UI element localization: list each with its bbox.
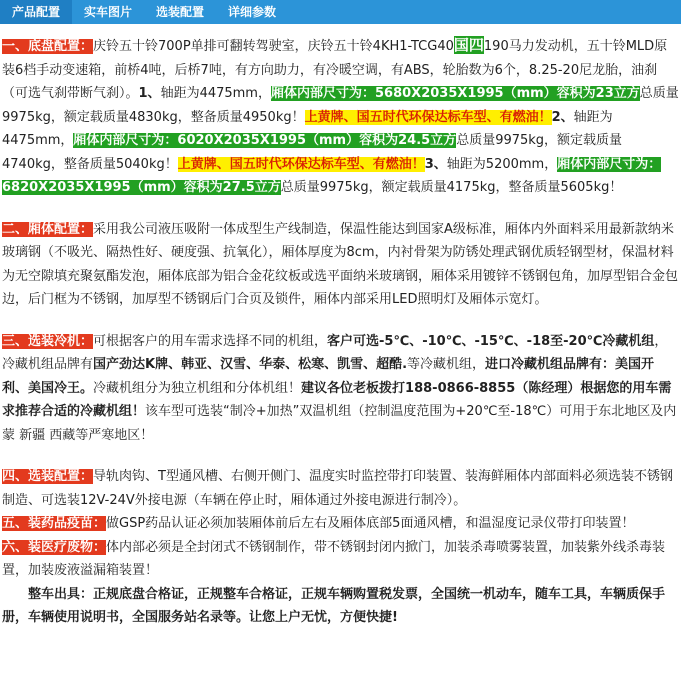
refrigeration-text-3: 等冷藏机组， [407,357,486,372]
note-2: 上黄牌、国五时代环保达标车型、有燃油！ [177,156,425,172]
option-3-number: 3、 [424,156,447,172]
box-heading: 二、厢体配置： [2,221,94,237]
vaccine-section [2,512,679,536]
box-section [2,218,679,312]
refrigeration-heading: 三、选装冷机： [2,333,94,349]
emission-badge: 国四 [453,36,484,54]
mass-2: 总质量9975kg，额定载质量4740kg，整备质量5040kg！ [2,133,623,172]
vaccine-heading: 五、装药品疫苗： [2,516,107,531]
tab-optional-config[interactable]: 选装配置 [156,5,205,19]
refrigeration-section [2,330,679,448]
medical-waste-section [2,536,679,583]
options-text: 导轨肉钩、T型通风槽、右侧开侧门、温度实时监控带打印装置、装海鲜厢体内部面料必须选装不锈钢制造、可选装12V-24V外接电源（车辆在停止时，厢体通过外接电源进行制冷）。 [2,469,673,508]
refrigeration-bold-2: 国产劲达K牌、韩亚、汉雪、华泰、松寒、凯雪、超酷. [93,357,408,372]
medical-waste-heading: 六、装医疗废物： [2,539,107,555]
options-heading: 四、选装配置： [2,469,94,484]
mass-1: 总质量9975kg，额定载质量4830kg，整备质量4950kg！ [2,86,679,125]
medical-waste-text: 体内部必须是全封闭式不锈钢制作，带不锈钢封闭内掀门，加装杀毒喷雾装置，加装紫外线杀毒装置，加装废液溢漏箱装置！ [2,539,666,578]
refrigeration-bold-3: 进口冷藏机组品牌有：美国开利、美国冷王。 [2,357,655,396]
delivery-docs: 整车出具：正规底盘合格证，正规整车合格证，正规车辆购置税发票，全国统一机动车，随车工具，车辆质保手册，车辆使用说明书，全国服务站名录等。让您上户无忧，方便快捷! [2,586,666,625]
option-2-number: 2、 [551,109,574,125]
mass-3: 总质量9975kg，额定载质量4175kg，整备质量5605kg！ [280,180,623,195]
chassis-text: 庆铃五十铃700P单排可翻转驾驶室，庆铃五十铃4KH1-TCG40 [93,39,454,54]
refrigeration-text-2: ，冷藏机组品牌有 [2,333,668,372]
chassis-text-2: 190马力发动机，五十铃MLD原装6档手动变速箱，前桥4吨，后桥7吨，有方向助力，有冷暖空调，有ABS，轮胎数为6个，8.25-20尼龙胎，油刹（可选气刹带断气刹）。 [2,39,668,101]
tab-detailed-params[interactable]: 详细参数 [228,5,277,19]
tab-product-config[interactable]: 产品配置 [0,0,72,24]
chassis-heading: 一、底盘配置： [2,39,94,54]
box-size-2: 厢体内部尺寸为：6020X2035X1995（mm）容积为24.5立方 [73,133,457,148]
box-size-1: 厢体内部尺寸为：5680X2035X1995（mm）容积为23立方 [270,86,640,101]
note-1: 上黄牌、国五时代环保达标车型、有燃油！ [304,109,552,125]
refrigeration-text-4: 冷藏机组分为独立机组和分体机组！ [93,380,302,396]
tab-bar [0,0,681,24]
refrigeration-bold-4: 建议各位老板拨打188-0866-8855（陈经理）根据您的用车需求推荐合适的冷藏机组！ [2,380,672,419]
refrigeration-text-5: 该车型可选装“制冷+加热”双温机组（控制温度范围为+20℃至-18℃）可用于东北地区及内蒙 新疆 西藏等严寒地区！ [2,404,677,443]
wheelbase-1: 轴距为4475mm， [160,86,271,101]
chassis-section [2,34,679,200]
refrigeration-bold-1: 客户可选-5℃、-10℃、-15℃、-18至-20℃冷藏机组 [327,333,655,349]
wheelbase-2: 轴距为4475mm， [2,109,613,148]
box-size-3: 厢体内部尺寸为：6820X2035X1995（mm）容积为27.5立方 [2,156,662,195]
vaccine-text: 做GSP药品认证必须加装厢体前后左右及厢体底部5面通风槽，和温湿度记录仪带打印装置！ [106,516,635,531]
wheelbase-3: 轴距为5200mm， [446,156,558,172]
refrigeration-text-1: 可根据客户的用车需求选择不同的机组， [93,333,328,349]
option-1-number: 1、 [138,86,161,101]
tab-real-photos[interactable]: 实车图片 [84,5,133,19]
options-section [2,465,679,512]
box-text: 采用我公司液压吸附一体成型生产线制造，保温性能达到国家A级标准，厢体内外面料采用最新款纳米玻璃钢（不吸光、隔热性好、硬度强、抗氧化），厢体厚度为8cm，内衬骨架为防锈处理武钢优质轻钢型材，保温材料为无空隙填充聚氨酯发泡，厢体底部为铝合金花纹板或选平面纳米玻璃钢，厢体采用镀锌不锈钢包角，加厚型铝合金包边，后门框为不锈钢，加厚型不锈钢后门合页及锁件，厢体内部采用LED照明灯及厢体示宽灯。 [2,221,679,307]
product-description [0,24,681,630]
